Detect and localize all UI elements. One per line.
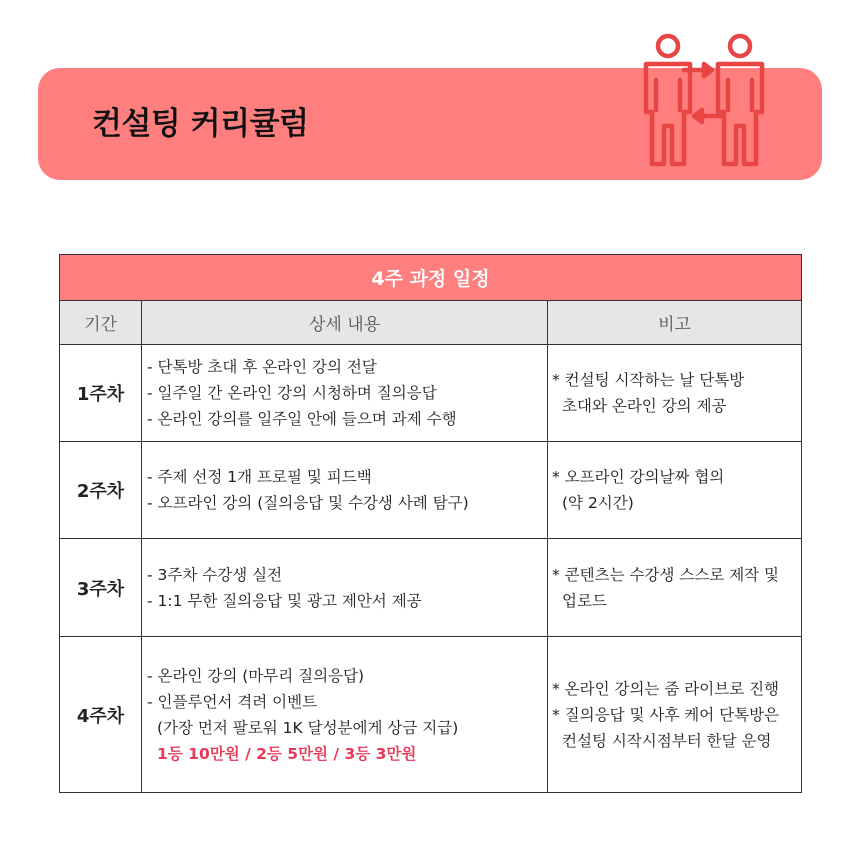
prize-line: 1등 10만원 / 2등 5만원 / 3등 3만원	[157, 744, 417, 763]
note-cell	[548, 637, 802, 793]
detail-line: - 온라인 강의 (마무리 질의응답)	[147, 666, 365, 685]
note-line: 컨설팅 시작시점부터 한달 운영	[562, 731, 772, 750]
note-line: * 오프라인 강의날짜 협의	[552, 468, 725, 486]
note-cell	[548, 345, 802, 442]
note-line: (약 2시간)	[562, 494, 634, 512]
schedule-table	[59, 254, 802, 793]
column-header-notes: 비고	[548, 301, 802, 345]
detail-line: - 오프라인 강의 (질의응답 및 수강생 사례 탐구)	[147, 494, 469, 512]
note-line: * 콘텐츠는 수강생 스스로 제작 및	[552, 565, 780, 584]
detail-line: - 3주차 수강생 실전	[147, 565, 283, 584]
week-label: 1주차	[60, 345, 142, 442]
table-row	[60, 539, 802, 637]
page-title: 컨설팅 커리큘럼	[92, 106, 309, 142]
table-row	[60, 637, 802, 793]
note-line: 업로드	[562, 591, 607, 610]
detail-cell	[142, 442, 548, 539]
detail-line: - 주제 선정 1개 프로필 및 피드백	[147, 468, 372, 486]
table-title: 4주 과정 일정	[60, 255, 802, 301]
detail-line: - 온라인 강의를 일주일 안에 들으며 과제 수행	[147, 410, 457, 428]
column-header-period: 기간	[60, 301, 142, 345]
table-header-row	[60, 301, 802, 345]
week-label: 4주차	[60, 637, 142, 793]
detail-cell	[142, 539, 548, 637]
note-line: 초대와 온라인 강의 제공	[562, 397, 727, 415]
note-line: * 온라인 강의는 줌 라이브로 진행	[552, 679, 780, 698]
table-row	[60, 345, 802, 442]
detail-line: - 단톡방 초대 후 온라인 강의 전달	[147, 358, 377, 376]
detail-cell	[142, 345, 548, 442]
note-cell	[548, 539, 802, 637]
detail-line: - 1:1 무한 질의응답 및 광고 제안서 제공	[147, 591, 422, 610]
column-header-details: 상세 내용	[142, 301, 548, 345]
detail-line: (가장 먼저 팔로워 1K 달성분에게 상금 지급)	[157, 718, 459, 737]
week-label: 2주차	[60, 442, 142, 539]
consulting-people-exchange-icon	[632, 30, 774, 170]
detail-line: - 인플루언서 격려 이벤트	[147, 692, 318, 711]
detail-line: - 일주일 간 온라인 강의 시청하며 질의응답	[147, 384, 437, 402]
detail-cell	[142, 637, 548, 793]
week-label: 3주차	[60, 539, 142, 637]
note-line: * 컨설팅 시작하는 날 단톡방	[552, 371, 745, 389]
note-cell	[548, 442, 802, 539]
table-row	[60, 442, 802, 539]
note-line: * 질의응답 및 사후 케어 단톡방은	[552, 705, 780, 724]
table-title-row	[60, 255, 802, 301]
